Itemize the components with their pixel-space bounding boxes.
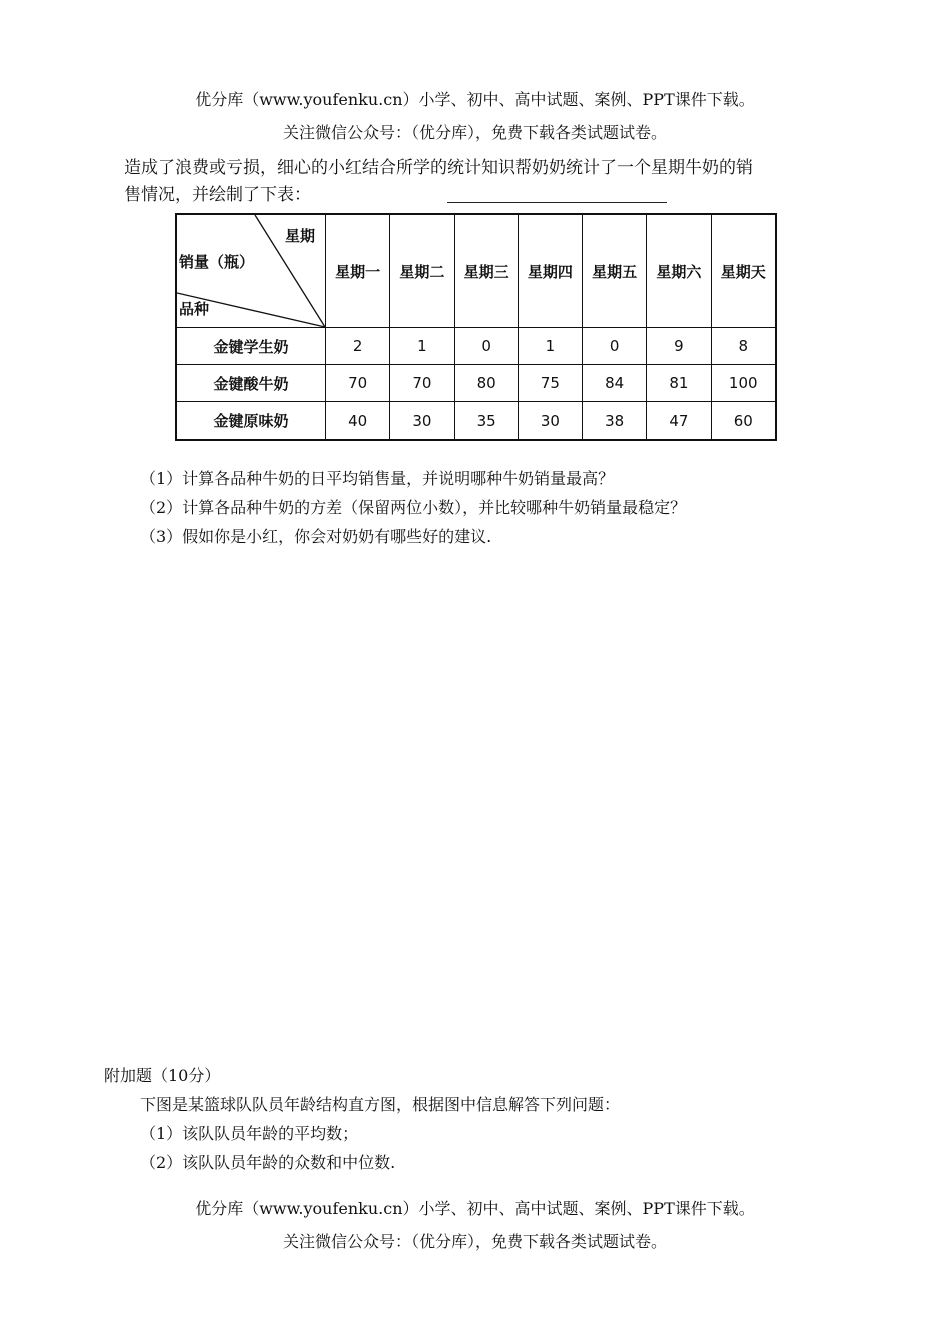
table-cell: 60: [711, 402, 776, 440]
table-cell: 2: [326, 328, 390, 365]
table-row: [176, 365, 776, 402]
table-cell: 80: [454, 365, 518, 402]
table-cell: 40: [326, 402, 390, 440]
header-day-4: 星期四: [518, 214, 582, 328]
table-cell: 100: [711, 365, 776, 402]
table-corner-cell: [176, 214, 326, 328]
row-label: 金键酸牛奶: [176, 365, 326, 402]
table-row: [176, 402, 776, 440]
row-label: 金键学生奶: [176, 328, 326, 365]
question-2: （2）计算各品种牛奶的方差（保留两位小数），并比较哪种牛奶销量最稳定？: [140, 498, 687, 517]
table-cell: 38: [583, 402, 647, 440]
bonus-question-2: （2）该队队员年龄的众数和中位数.: [140, 1153, 396, 1172]
intro-line-1: 造成了浪费或亏损，细心的小红结合所学的统计知识帮奶奶统计了一个星期牛奶的销: [124, 158, 753, 178]
table-cell: 75: [518, 365, 582, 402]
table-cell: 1: [518, 328, 582, 365]
corner-label-sales: 销量（瓶）: [179, 253, 255, 271]
table-cell: 1: [390, 328, 454, 365]
bonus-title: 附加题（10分）: [104, 1066, 221, 1085]
header-line-1: 优分库（www.youfenku.cn）小学、初中、高中试题、案例、PPT课件下载。: [195, 90, 755, 109]
header-day-5: 星期五: [583, 214, 647, 328]
table-cell: 70: [390, 365, 454, 402]
table-row: [176, 328, 776, 365]
table-cell: 84: [583, 365, 647, 402]
header-day-7: 星期天: [711, 214, 776, 328]
table-cell: 9: [647, 328, 711, 365]
table-cell: 0: [583, 328, 647, 365]
header-day-3: 星期三: [454, 214, 518, 328]
table-cell: 30: [518, 402, 582, 440]
header-day-2: 星期二: [390, 214, 454, 328]
header-day-1: 星期一: [326, 214, 390, 328]
table-header-row: [176, 214, 776, 328]
bonus-description: 下图是某篮球队队员年龄结构直方图，根据图中信息解答下列问题：: [140, 1095, 621, 1114]
table-cell: 70: [326, 365, 390, 402]
row-label: 金键原味奶: [176, 402, 326, 440]
milk-sales-table: [175, 213, 777, 441]
table-cell: 30: [390, 402, 454, 440]
table-cell: 81: [647, 365, 711, 402]
table-cell: 47: [647, 402, 711, 440]
table-cell: 8: [711, 328, 776, 365]
table-cell: 0: [454, 328, 518, 365]
bonus-question-1: （1）该队队员年龄的平均数；: [140, 1124, 359, 1143]
corner-label-weekday: 星期: [284, 227, 315, 245]
corner-label-variety: 品种: [179, 300, 210, 318]
footer-line-2: 关注微信公众号：（优分库），免费下载各类试题试卷。: [282, 1232, 667, 1251]
header-line-2: 关注微信公众号：（优分库），免费下载各类试题试卷。: [282, 123, 667, 142]
table-cell: 35: [454, 402, 518, 440]
footer-line-1: 优分库（www.youfenku.cn）小学、初中、高中试题、案例、PPT课件下载。: [195, 1199, 755, 1218]
intro-line-2: 售情况，并绘制了下表：: [124, 185, 311, 205]
header-day-6: 星期六: [647, 214, 711, 328]
question-3: （3）假如你是小红，你会对奶奶有哪些好的建议.: [140, 527, 492, 546]
answer-blank-line: [447, 202, 667, 203]
question-1: （1）计算各品种牛奶的日平均销售量，并说明哪种牛奶销量最高？: [140, 469, 615, 488]
